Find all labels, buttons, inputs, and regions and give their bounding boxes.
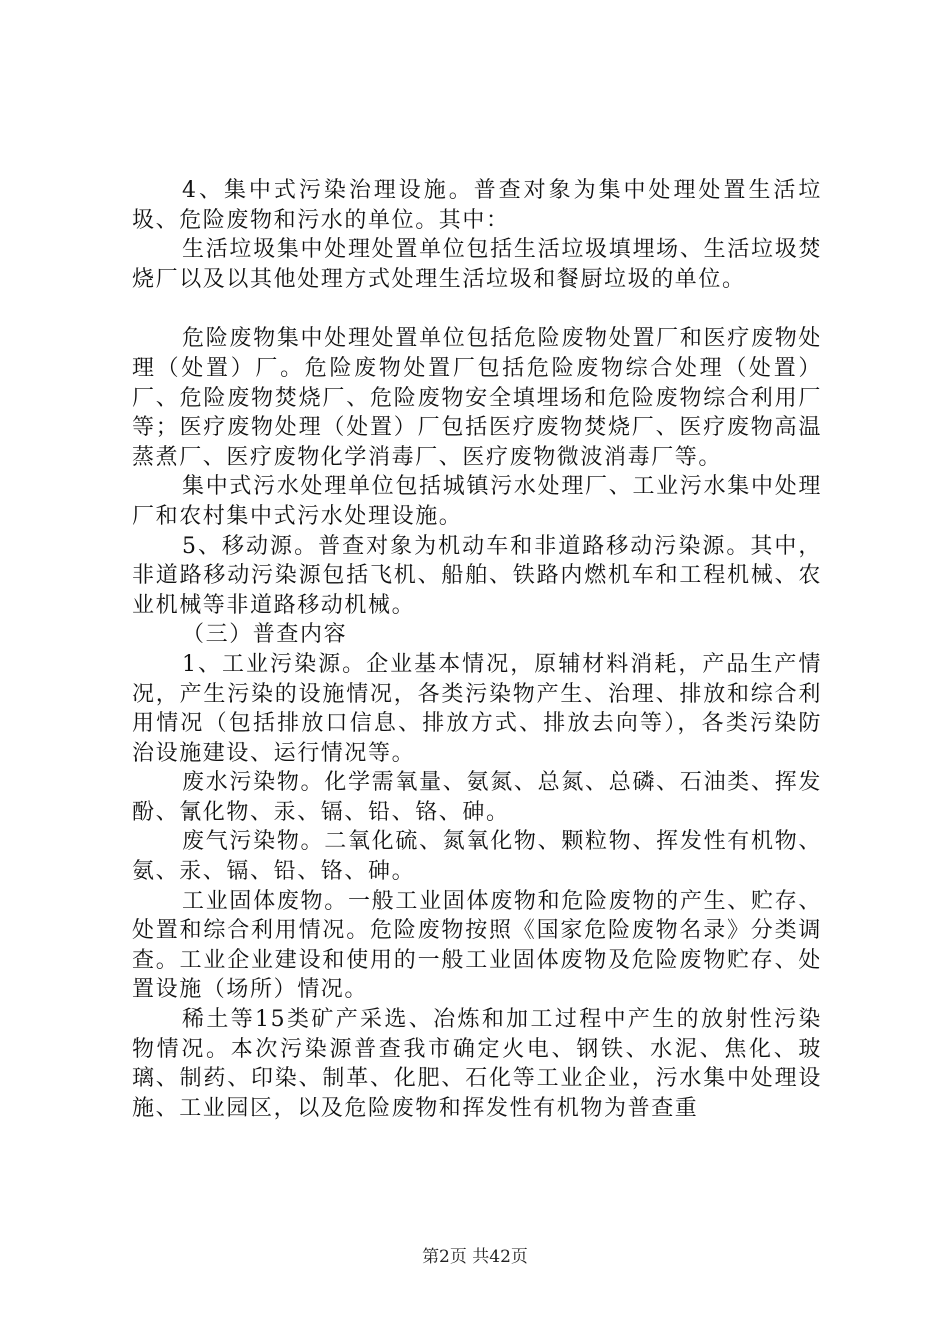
section-heading-survey-content: （三）普查内容 [182,622,348,648]
paragraph-domestic-waste: 生活垃圾集中处理处置单位包括生活垃圾填埋场、生活垃圾焚烧厂以及以其他处理方式处理生活垃圾和餐厨垃圾的单位。 [132,237,822,292]
paragraph-wastewater-pollutants: 废水污染物。化学需氧量、氨氮、总氮、总磷、石油类、挥发酚、氰化物、汞、镉、铅、铬、砷。 [132,770,822,825]
document-body [132,176,822,1123]
paragraph-solid-waste: 工业固体废物。一般工业固体废物和危险废物的产生、贮存、处置和综合利用情况。危险废物按照《国家危险废物名录》分类调查。工业企业建设和使用的一般工业固体废物及危险废物贮存、处置设施（场所）情况。 [132,888,822,1003]
paragraph-radioactive-pollutants: 稀土等15类矿产采选、冶炼和加工过程中产生的放射性污染物情况。本次污染源普查我市确定火电、钢铁、水泥、焦化、玻璃、制药、印染、制革、化肥、石化等工业企业，污水集中处理设施、工业园区，以及危险废物和挥发性有机物为普查重 [132,1007,822,1121]
paragraph-industrial-sources: 1、工业污染源。企业基本情况，原辅材料消耗，产品生产情况，产生污染的设施情况，各类污染物产生、治理、排放和综合利用情况（包括排放口信息、排放方式、排放去向等），各类污染防治设施建设、运行情况等。 [132,651,822,766]
page-footer: 第2页 共42页 [422,1247,528,1267]
paragraph-centralized-facilities: 4、集中式污染治理设施。普查对象为集中处理处置生活垃圾、危险废物和污水的单位。其中： [132,178,822,233]
paragraph-sewage-treatment: 集中式污水处理单位包括城镇污水处理厂、工业污水集中处理厂和农村集中式污水处理设施。 [132,474,822,529]
paragraph-exhaust-pollutants: 废气污染物。二氧化硫、氮氧化物、颗粒物、挥发性有机物、氨、汞、镉、铅、铬、砷。 [132,829,822,885]
paragraph-hazardous-waste: 危险废物集中处理处置单位包括危险废物处置厂和医疗废物处理（处置）厂。危险废物处置厂包括危险废物综合处理（处置）厂、危险废物焚烧厂、危险废物安全填埋场和危险废物综合利用厂等；医疗废物处理（处置）厂包括医疗废物焚烧厂、医疗废物高温蒸煮厂、医疗废物化学消毒厂、医疗废物微波消毒厂等。 [132,326,822,470]
paragraph-mobile-sources: 5、移动源。普查对象为机动车和非道路移动污染源。其中，非道路移动污染源包括飞机、船舶、铁路内燃机车和工程机械、农业机械等非道路移动机械。 [132,533,822,618]
